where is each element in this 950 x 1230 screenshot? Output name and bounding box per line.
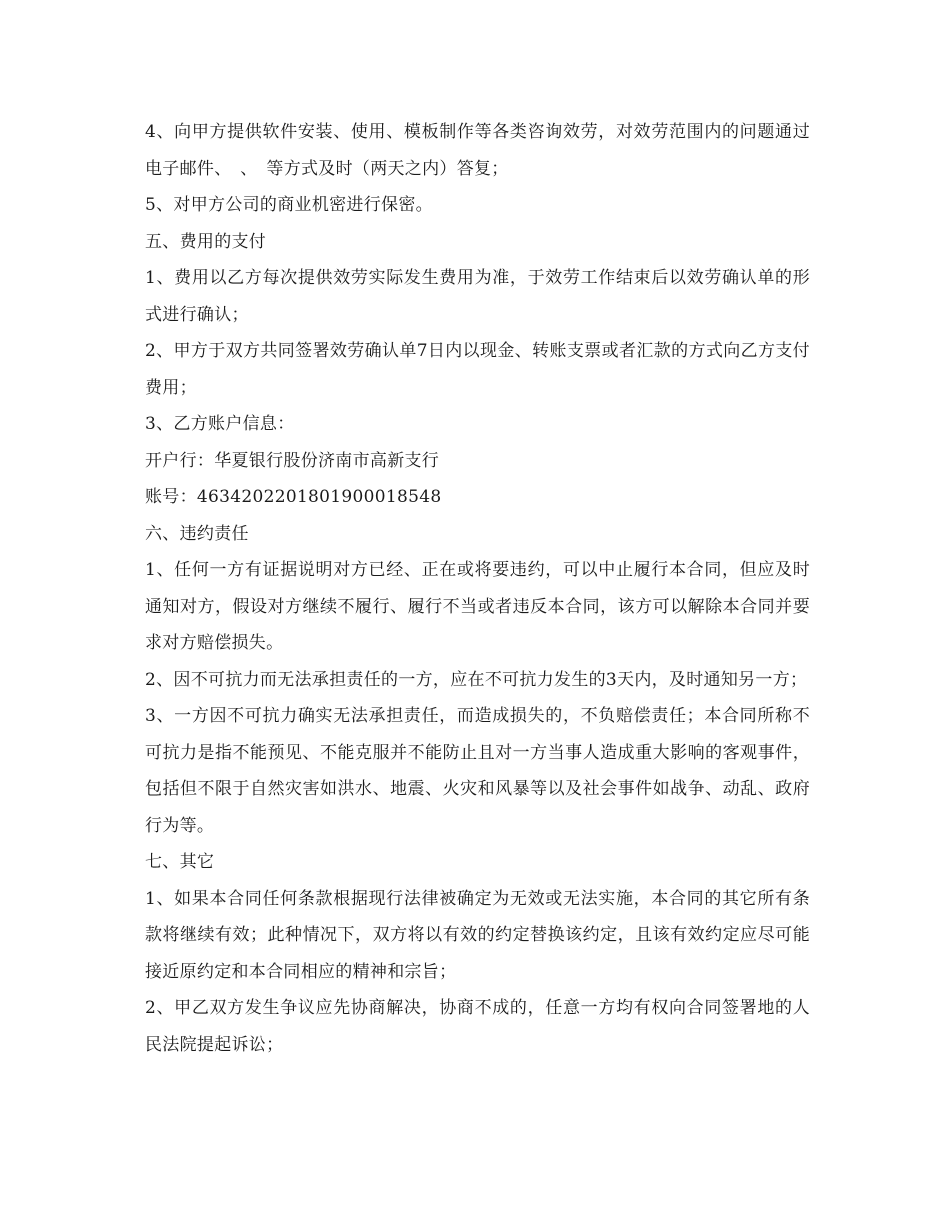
paragraph-liability-item-1: 1、任何一方有证据说明对方已经、正在或将要违约，可以中止履行本合同，但应及时通知对方，假设对方继续不履行、履行不当或者违反本合同，该方可以解除本合同并要求对方赔偿损失。 bbox=[145, 560, 810, 653]
paragraph-service-item-5: 5、对甲方公司的商业机密进行保密。 bbox=[145, 195, 433, 215]
paragraph-payment-item-1: 1、费用以乙方每次提供效劳实际发生费用为准，于效劳工作结束后以效劳确认单的形式进行确认； bbox=[145, 268, 810, 325]
paragraph-other-item-2: 2、甲乙双方发生争议应先协商解决，协商不成的，任意一方均有权向合同签署地的人民法院提起诉讼； bbox=[145, 998, 810, 1055]
section-heading-other: 七、其它 bbox=[145, 852, 215, 872]
paragraph-payment-item-2: 2、甲方于双方共同签署效劳确认单7日内以现金、转账支票或者汇款的方式向乙方支付费用； bbox=[145, 341, 810, 398]
paragraph-liability-item-2: 2、因不可抗力而无法承担责任的一方，应在不可抗力发生的3天内，及时通知另一方； bbox=[145, 669, 808, 690]
paragraph-liability-item-3: 3、一方因不可抗力确实无法承担责任，而造成损失的，不负赔偿责任；本合同所称不可抗力是指不能预见、不能克服并不能防止且对一方当事人造成重大影响的客观事件，包括但不限于自然灾害如洪水、地震、火灾和风暴等以及社会事件如战争、动乱、政府行为等。 bbox=[145, 706, 810, 836]
section-heading-liability: 六、违约责任 bbox=[145, 523, 249, 544]
paragraph-service-item-4: 4、向甲方提供软件安装、使用、模板制作等各类咨询效劳，对效劳范围内的问题通过电子邮件、 、 等方式及时（两天之内）答复； bbox=[145, 122, 810, 179]
paragraph-payment-item-3: 3、乙方账户信息： bbox=[145, 414, 295, 434]
section-heading-payment: 五、费用的支付 bbox=[145, 231, 267, 252]
paragraph-other-item-1: 1、如果本合同任何条款根据现行法律被确定为无效或无法实施，本合同的其它所有条款将继续有效；此种情况下，双方将以有效的约定替换该约定，且该有效约定应尽可能接近原约定和本合同相应的精神和宗旨； bbox=[145, 888, 810, 982]
account-number-line: 账号：463420220180190001854​8 bbox=[145, 487, 442, 507]
bank-name-line: 开户行：华夏银行股份济南市高新支行 bbox=[145, 450, 440, 471]
document-body bbox=[145, 114, 810, 1063]
